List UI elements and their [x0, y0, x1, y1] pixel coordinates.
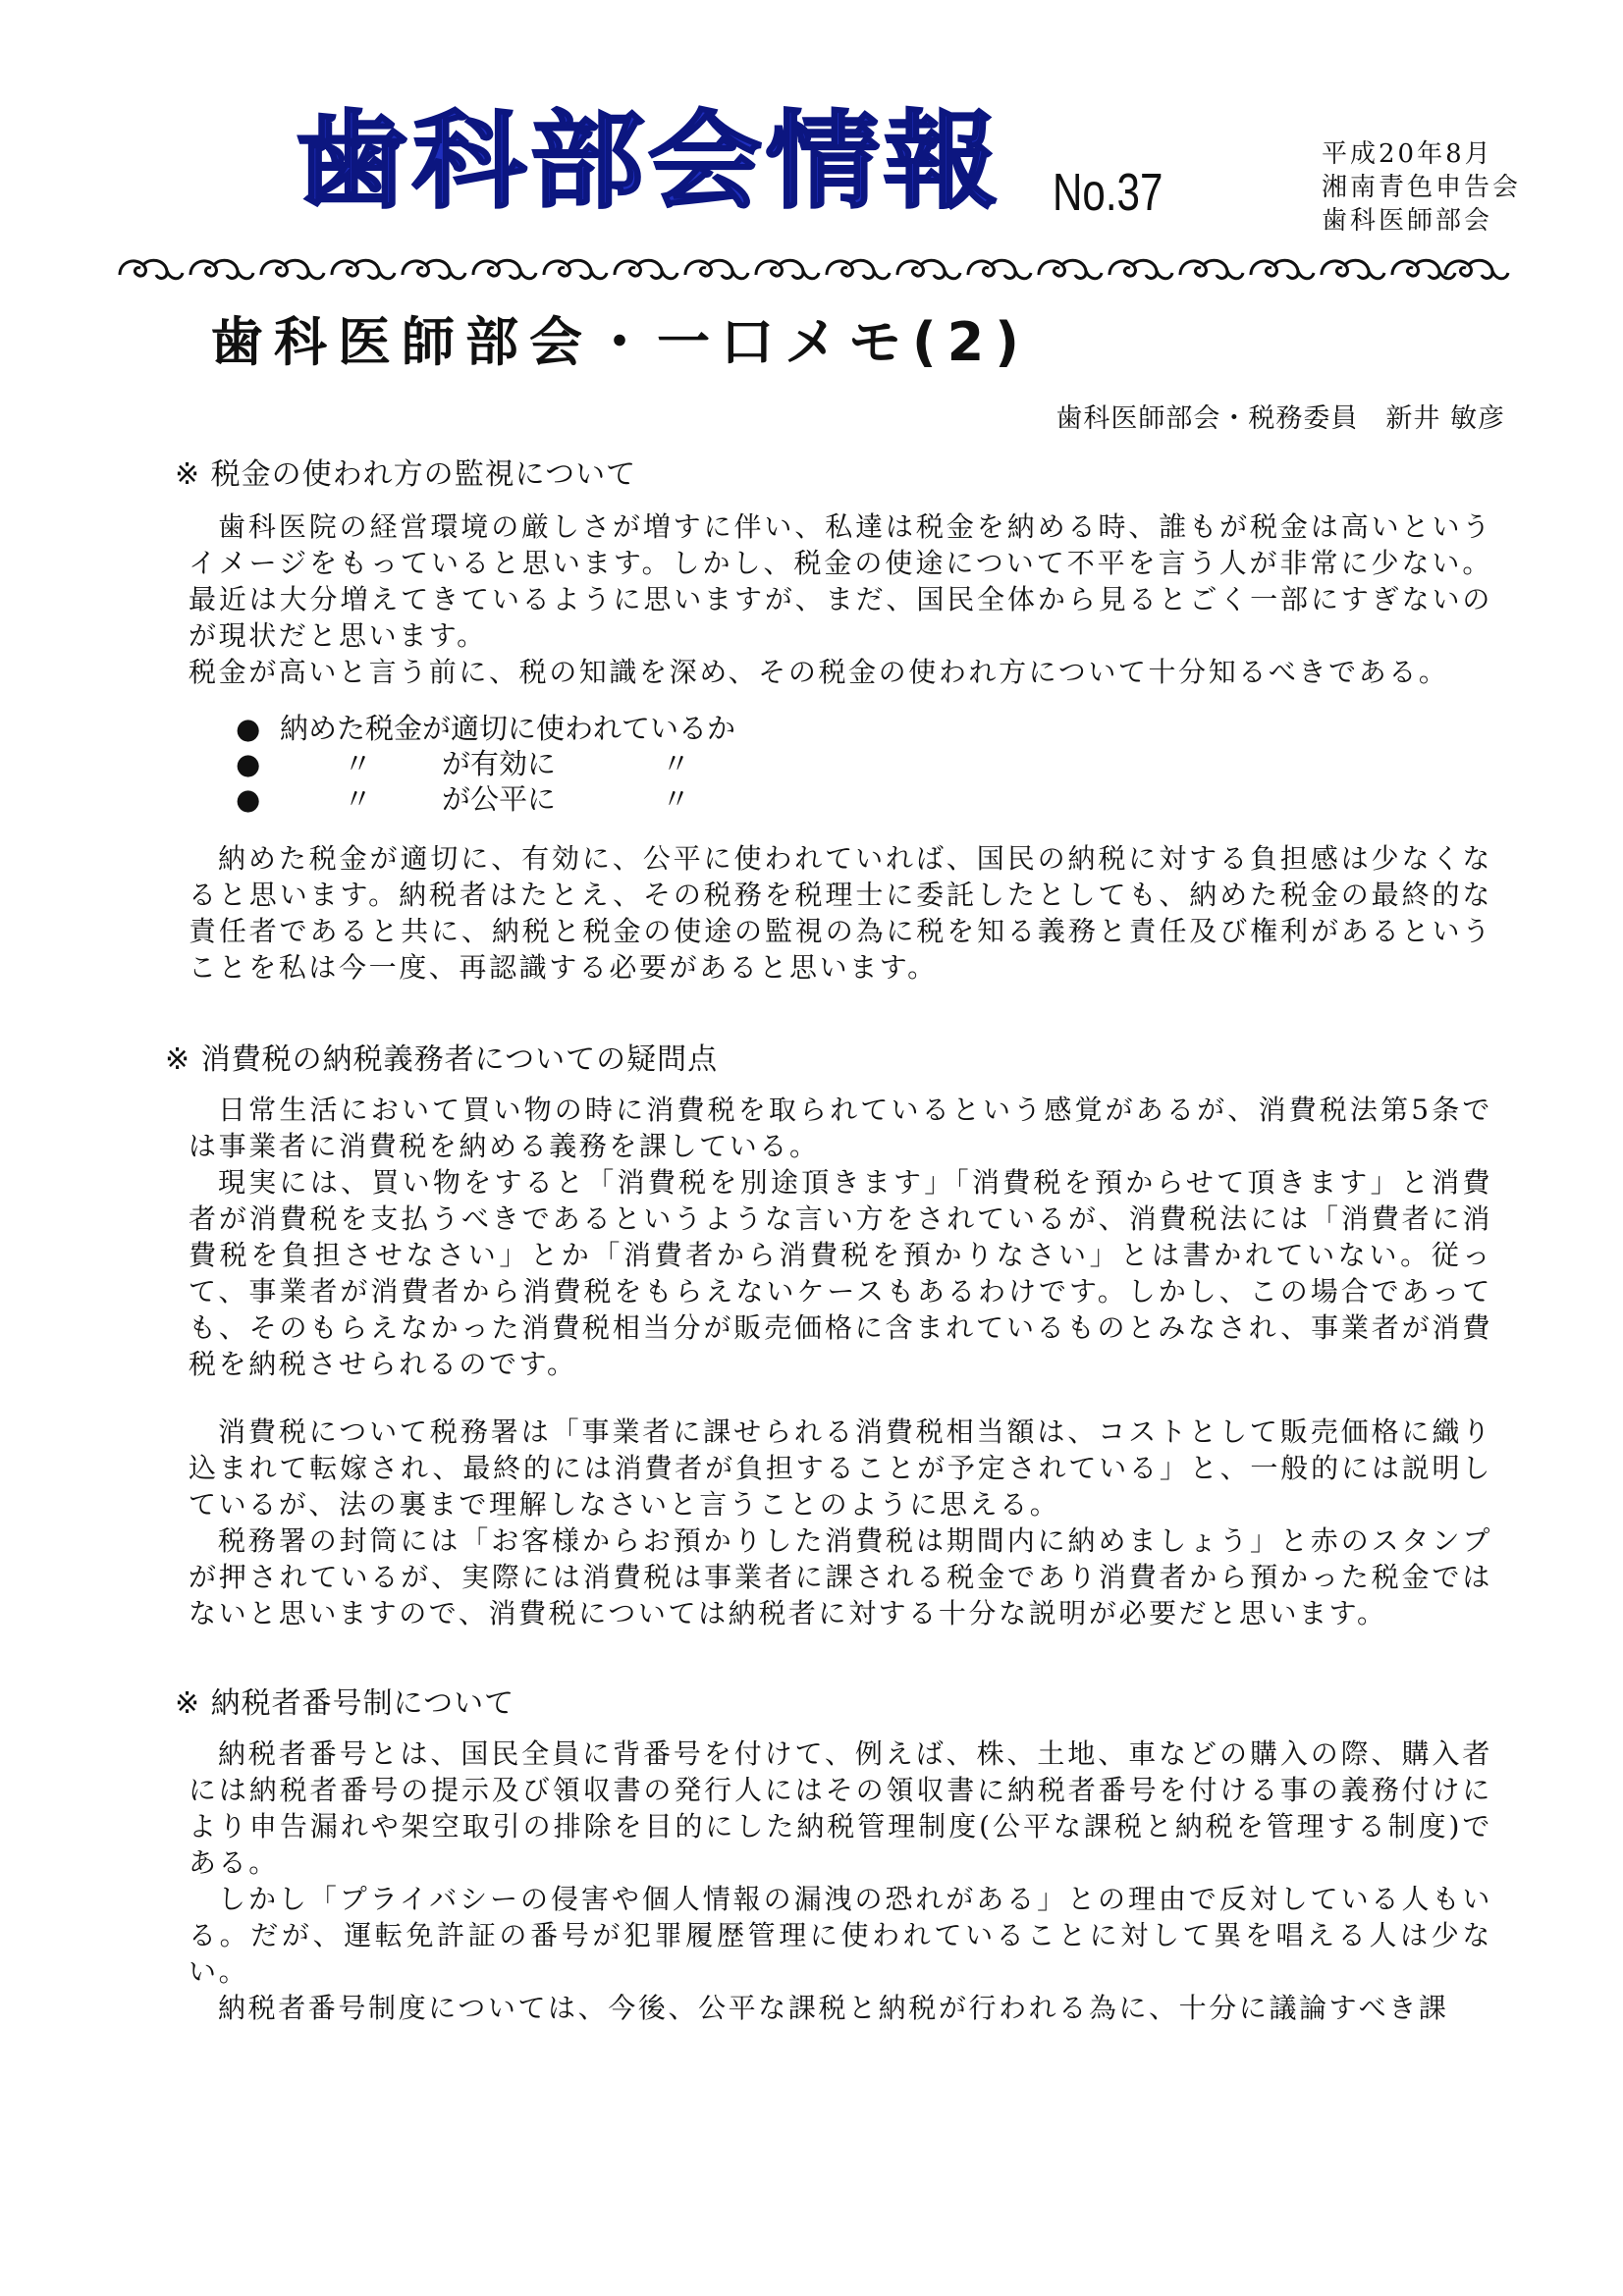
section3-paragraph3: 納税者番号制度については、今後、公平な課税と納税が行われる為に、十分に議論すべき課 — [218, 1992, 1449, 2024]
issue-number: No.37 — [1053, 163, 1163, 222]
section2-paragraph4: 税務署の封筒には「お客様からお預かりした消費税は期間内に納めましょう」と赤のスタンプが押されているが、実際には消費税は事業者に課される税金であり消費者から預かった税金ではないと思いますので、消費税については納税者に対する十分な説明が必要だと思います。 — [189, 1524, 1492, 1629]
publisher-dept: 歯科医師部会 — [1322, 206, 1493, 236]
section-heading-taxpayer-number: ※ 納税者番号制について — [175, 1686, 515, 1721]
bullet-text: が公平に — [442, 782, 557, 816]
section1-paragraph3: 納めた税金が適切に、有効に、公平に使われていれば、国民の納税に対する負担感は少なくなると思います。納税者はたとえ、その税務を税理士に委託したとしても、納めた税金の最終的な責任者であると共に、納税と税金の使途の監視の為に税を知る義務と責任及び権利があるということを私は今一度、再認識する必要があると思います。 — [189, 842, 1492, 984]
ditto-mark: 〃 — [662, 782, 691, 816]
author-line: 歯科医師部会・税務委員 新井 敏彦 — [1055, 403, 1505, 434]
decorative-divider — [116, 251, 1512, 285]
ditto-mark: 〃 — [662, 747, 691, 780]
bullet-text: 納めた税金が適切に使われているか — [280, 712, 736, 745]
ditto-mark: 〃 — [344, 747, 373, 780]
bullet-mark: ● — [236, 712, 261, 745]
publisher-org: 湘南青色申告会 — [1322, 173, 1522, 202]
section-heading-tax-usage: ※ 税金の使われ方の監視について — [175, 457, 637, 492]
section2-paragraph2: 現実には、買い物をすると「消費税を別途頂きます」「消費税を預からせて頂きます」と消費者が消費税を支払うべきであるというような言い方をされているが、消費税法には「消費者に消費税を負担させなさい」とか「消費者から消費税を預かりなさい」とは書かれていない。従って、事業者が消費者から消費税をもらえないケースもあるわけです。しかし、この場合であっても、そのもらえなかった消費税相当分が販売価格に含まれているものとみなされ、事業者が消費税を納税させられるのです。 — [189, 1166, 1492, 1380]
section1-paragraph2: 税金が高いと言う前に、税の知識を深め、その税金の使われ方について十分知るべきである。 — [189, 656, 1449, 688]
bullet-text: が有効に — [442, 747, 557, 780]
ditto-mark: 〃 — [344, 782, 373, 816]
publication-date: 平成20年8月 — [1322, 139, 1493, 169]
newsletter-title: 歯科部会情報 — [295, 100, 1001, 223]
section3-paragraph2: しかし「プライバシーの侵害や個人情報の漏洩の恐れがある」との理由で反対している人もいる。だが、運転免許証の番号が犯罪履歴管理に使われていることに対して異を唱える人は少ない。 — [189, 1883, 1492, 1988]
section-heading-consumption-tax: ※ 消費税の納税義務者についての疑問点 — [165, 1042, 719, 1077]
bullet-mark: ● — [236, 782, 261, 816]
section1-paragraph1: 歯科医院の経営環境の厳しさが増すに伴い、私達は税金を納める時、誰もが税金は高いというイメージをもっていると思います。しかし、税金の使途について不平を言う人が非常に少ない。最近は大分増えてきているように思いますが、まだ、国民全体から見るとごく一部にすぎないのが現状だと思います。 — [189, 510, 1492, 652]
section2-paragraph1: 日常生活において買い物の時に消費税を取られているという感覚があるが、消費税法第5条では事業者に消費税を納める義務を課している。 — [189, 1094, 1492, 1162]
publication-info — [1322, 137, 1521, 238]
section2-paragraph3: 消費税について税務署は「事業者に課せられる消費税相当額は、コストとして販売価格に織り込まれて転嫁され、最終的には消費者が負担することが予定されている」と、一般的には説明しているが、法の裏まで理解しなさいと言うことのように思える。 — [189, 1415, 1492, 1521]
bullet-mark: ● — [236, 747, 261, 780]
section3-paragraph1: 納税者番号とは、国民全員に背番号を付けて、例えば、株、土地、車などの購入の際、購入者には納税者番号の提示及び領収書の発行人にはその領収書に納税者番号を付ける事の義務付けにより申告漏れや架空取引の排除を目的にした納税管理制度(公平な課税と納税を管理する制度)である。 — [189, 1737, 1492, 1879]
column-title: 歯科医師部会・一口メモ(2) — [210, 311, 1030, 373]
divider-pattern — [120, 260, 1508, 279]
